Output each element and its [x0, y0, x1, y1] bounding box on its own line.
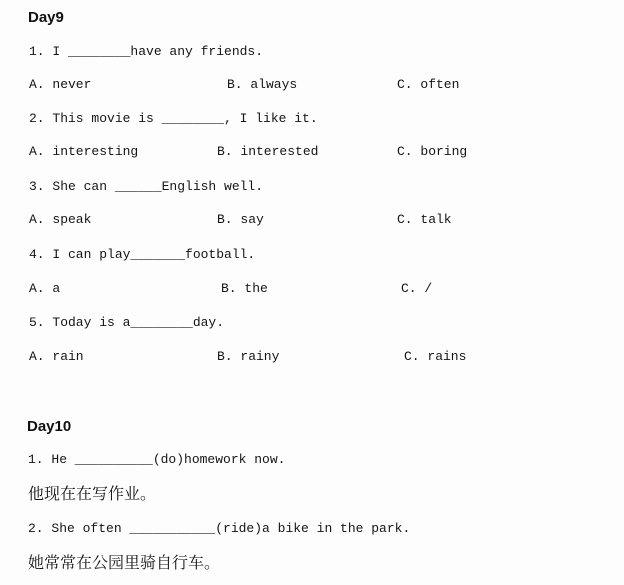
- question-1-option-b: B. always: [227, 77, 298, 92]
- question-1-option-a: A. never: [29, 77, 92, 92]
- question-1-text: 1. I ________have any friends.: [29, 44, 264, 59]
- question-3-option-b: B. say: [217, 212, 264, 227]
- question-3-text: 3. She can ______English well.: [29, 179, 264, 194]
- question-5-text: 5. Today is a________day.: [29, 315, 225, 330]
- question-4-option-a: A. a: [29, 281, 61, 296]
- question-5-option-b: B. rainy: [217, 349, 280, 364]
- day10-title: Day10: [27, 418, 72, 435]
- question-3-option-c: C. talk: [397, 212, 452, 227]
- question-2-option-a: A. interesting: [29, 144, 139, 159]
- question-2-text: 2. This movie is ________, I like it.: [29, 111, 318, 126]
- exercise-2-translation: 她常常在公园里骑自行车。: [28, 553, 221, 572]
- question-2-option-b: B. interested: [217, 144, 319, 159]
- question-4-option-b: B. the: [221, 281, 268, 296]
- exercise-2-text: 2. She often ___________(ride)a bike in the park.: [28, 521, 411, 536]
- question-5-option-c: C. rains: [404, 349, 467, 364]
- exercise-1-text: 1. He __________(do)homework now.: [28, 452, 286, 467]
- question-4-text: 4. I can play_______football.: [29, 247, 256, 262]
- question-3-option-a: A. speak: [29, 212, 92, 227]
- exercise-1-translation: 他现在在写作业。: [28, 484, 157, 503]
- day9-title: Day9: [28, 9, 64, 26]
- question-2-option-c: C. boring: [397, 144, 468, 159]
- question-5-option-a: A. rain: [29, 349, 84, 364]
- question-4-option-c: C. /: [401, 281, 433, 296]
- question-1-option-c: C. often: [397, 77, 460, 92]
